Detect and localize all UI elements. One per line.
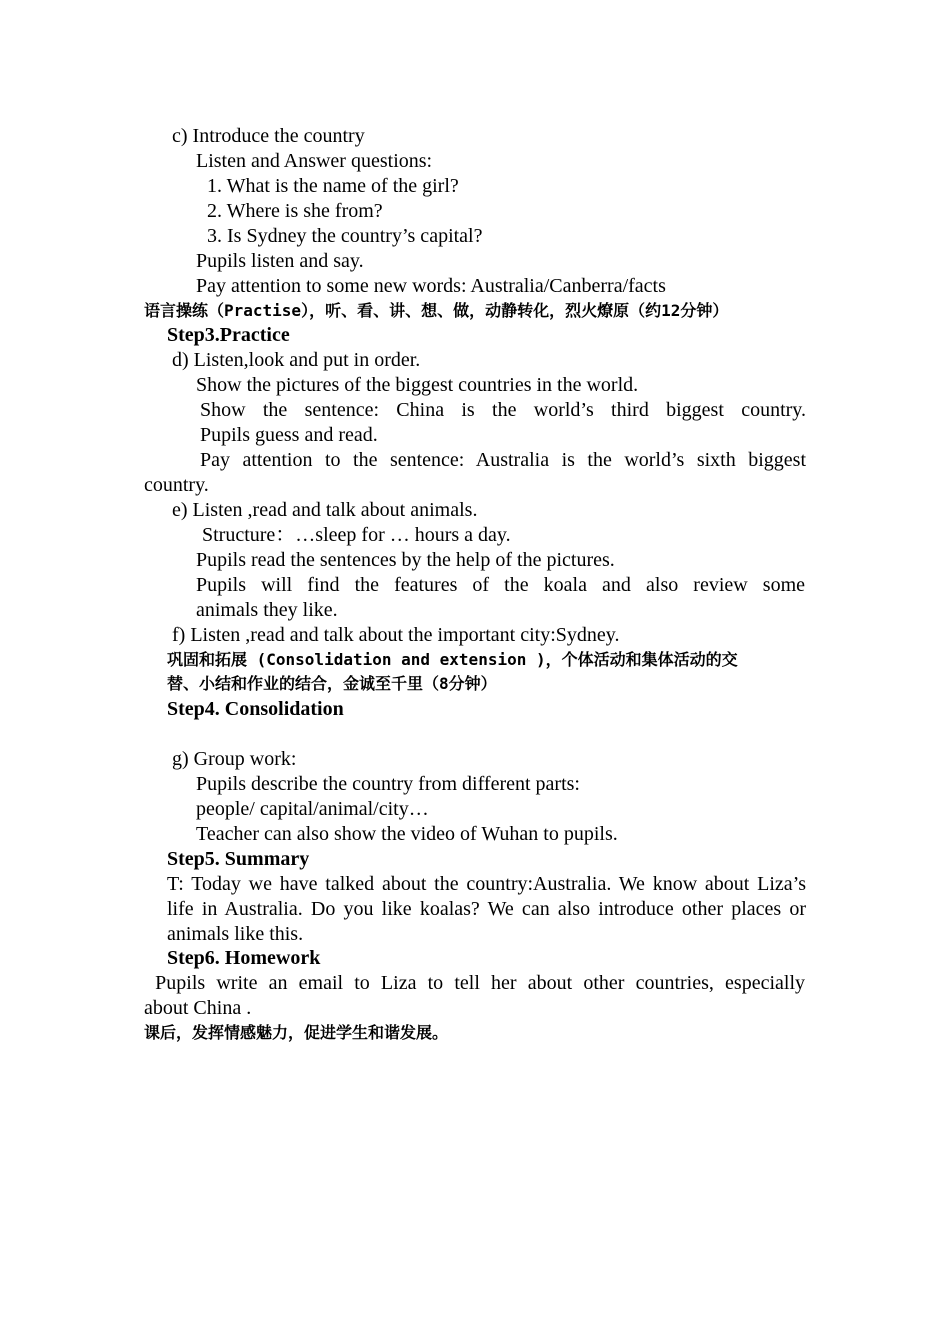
summary-paragraph: T: Today we have talked about the country:Australia. We know about Liza’s life in Australia. Do you like koalas? We can also introduce other places or animals like this.	[167, 873, 806, 945]
listen-answer-line: Listen and Answer questions:	[196, 150, 433, 172]
show-pictures-line: Show the pictures of the biggest countries in the world.	[196, 374, 639, 396]
note-consolidation-1: 巩固和拓展 (Consolidation and extension )，个体活动和集体活动的交	[167, 650, 738, 669]
parts-line: people/ capital/animal/city…	[196, 798, 429, 820]
structure-line: Structure：…sleep for … hours a day.	[202, 524, 511, 546]
step6-heading: Step6. Homework	[167, 947, 321, 969]
item-f: f) Listen ,read and talk about the important city:Sydney.	[172, 624, 620, 646]
note-consolidation-2: 替、小结和作业的结合，金诚至千里（8分钟）	[167, 674, 497, 693]
describe-line: Pupils describe the country from different parts:	[196, 773, 580, 795]
item-g: g) Group work:	[172, 748, 297, 770]
question-2: 2. Where is she from?	[207, 200, 383, 222]
step3-heading: Step3.Practice	[167, 324, 290, 346]
step5-heading: Step5. Summary	[167, 848, 310, 870]
item-c: c) Introduce the country	[172, 125, 365, 147]
koala-line-1: Pupils will find the features of the koala and also review some	[196, 574, 805, 596]
koala-line-2: animals they like.	[196, 599, 338, 621]
attention-line-2: country.	[144, 474, 209, 496]
note-practise: 语言操练（Practise），听、看、讲、想、做，动静转化，烈火燎原（约12分钟）	[144, 301, 729, 320]
homework-line-1: Pupils write an email to Liza to tell her about other countries, especially	[144, 972, 806, 994]
new-words-line: Pay attention to some new words: Australia/Canberra/facts	[196, 275, 666, 297]
show-sentence-line: Show the sentence: China is the world’s third biggest country.	[200, 399, 806, 421]
step4-heading: Step4. Consolidation	[167, 698, 344, 720]
question-3: 3. Is Sydney the country’s capital?	[207, 225, 483, 247]
question-1: 1. What is the name of the girl?	[207, 175, 459, 197]
video-line: Teacher can also show the video of Wuhan to pupils.	[196, 823, 618, 845]
attention-line-1: Pay attention to the sentence: Australia is the world’s sixth biggest	[200, 449, 806, 471]
item-e: e) Listen ,read and talk about animals.	[172, 499, 478, 521]
note-after-class: 课后，发挥情感魅力，促进学生和谐发展。	[144, 1023, 449, 1042]
item-d: d) Listen,look and put in order.	[172, 349, 421, 371]
homework-line-2: about China .	[144, 997, 252, 1019]
listen-say-line: Pupils listen and say.	[196, 250, 364, 272]
guess-read-line: Pupils guess and read.	[200, 424, 378, 446]
read-sentences-line: Pupils read the sentences by the help of the pictures.	[196, 549, 615, 571]
